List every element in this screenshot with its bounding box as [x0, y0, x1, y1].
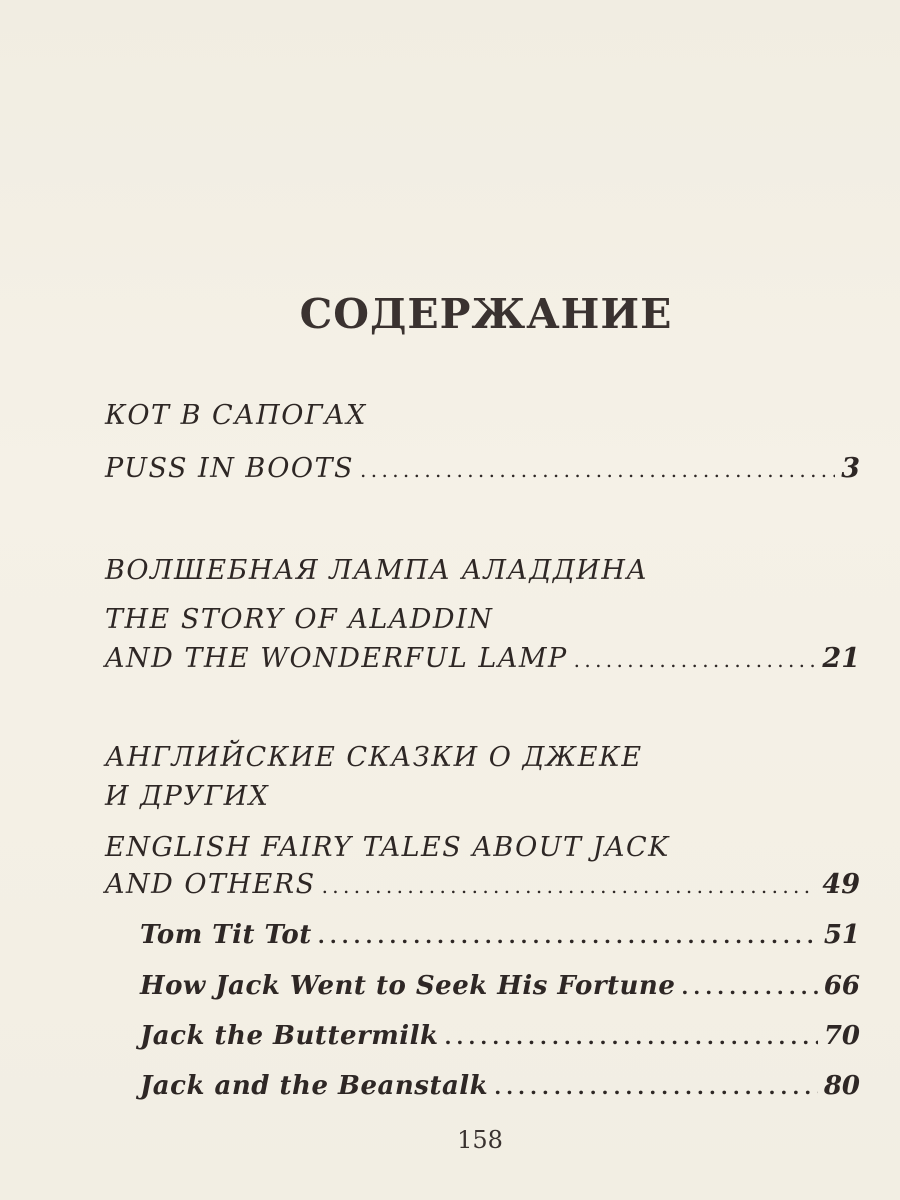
toc-entry-ru-title-text: АНГЛИЙСКИЕ СКАЗКИ О ДЖЕКЕ [105, 742, 643, 773]
toc-entry[interactable] [105, 453, 860, 484]
toc-subentry[interactable] [140, 1071, 860, 1101]
toc-subentry[interactable] [140, 920, 860, 950]
toc-subentry-title: Jack and the Beanstalk [140, 1071, 489, 1101]
toc-entry-title-line [105, 832, 860, 863]
toc-entry[interactable] [105, 643, 860, 674]
dot-leader [681, 975, 817, 999]
toc-subentry-title: Tom Tit Tot [140, 920, 312, 950]
dot-leader [360, 458, 835, 482]
toc-page-number: 3 [841, 453, 860, 484]
toc-entry-ru-title [105, 742, 860, 773]
toc-entry[interactable] [105, 869, 860, 900]
toc-page-number: 49 [822, 869, 860, 900]
toc-entry-ru-title [105, 555, 860, 586]
toc-page-number: 21 [822, 643, 860, 674]
toc-entry-title: AND THE WONDERFUL LAMP [105, 643, 568, 674]
toc-entry-ru-title-text: И ДРУГИХ [105, 781, 270, 812]
toc-subentry[interactable] [140, 971, 860, 1001]
toc-entry-ru-title [105, 781, 860, 812]
toc-entry-title-line [105, 604, 860, 635]
toc-page-number: 51 [823, 920, 860, 950]
toc-entry-ru-title-text: КОТ В САПОГАХ [105, 400, 367, 431]
toc-subentry[interactable] [140, 1021, 860, 1051]
toc-page-number: 80 [823, 1071, 860, 1101]
toc-entry-title: THE STORY OF ALADDIN [105, 604, 494, 635]
dot-leader [494, 1075, 818, 1099]
toc-subentry-title: Jack the Buttermilk [140, 1021, 439, 1051]
toc-page-number: 70 [823, 1021, 860, 1051]
page-number: 158 [457, 1126, 503, 1154]
toc-subentry-title: How Jack Went to Seek His Fortune [140, 971, 676, 1001]
toc-entry-ru-title-text: ВОЛШЕБНАЯ ЛАМПА АЛАДДИНА [105, 555, 649, 586]
contents-heading: СОДЕРЖАНИЕ [299, 290, 673, 338]
dot-leader [444, 1025, 817, 1049]
toc-entry-title: AND OTHERS [105, 869, 316, 900]
toc-entry-title: PUSS IN BOOTS [105, 453, 355, 484]
dot-leader [322, 874, 817, 898]
dot-leader [574, 648, 817, 672]
toc-page-number: 66 [823, 971, 860, 1001]
toc-entry-ru-title [105, 400, 860, 431]
toc-entry-title: ENGLISH FAIRY TALES ABOUT JACK [105, 832, 670, 863]
dot-leader [318, 924, 818, 948]
